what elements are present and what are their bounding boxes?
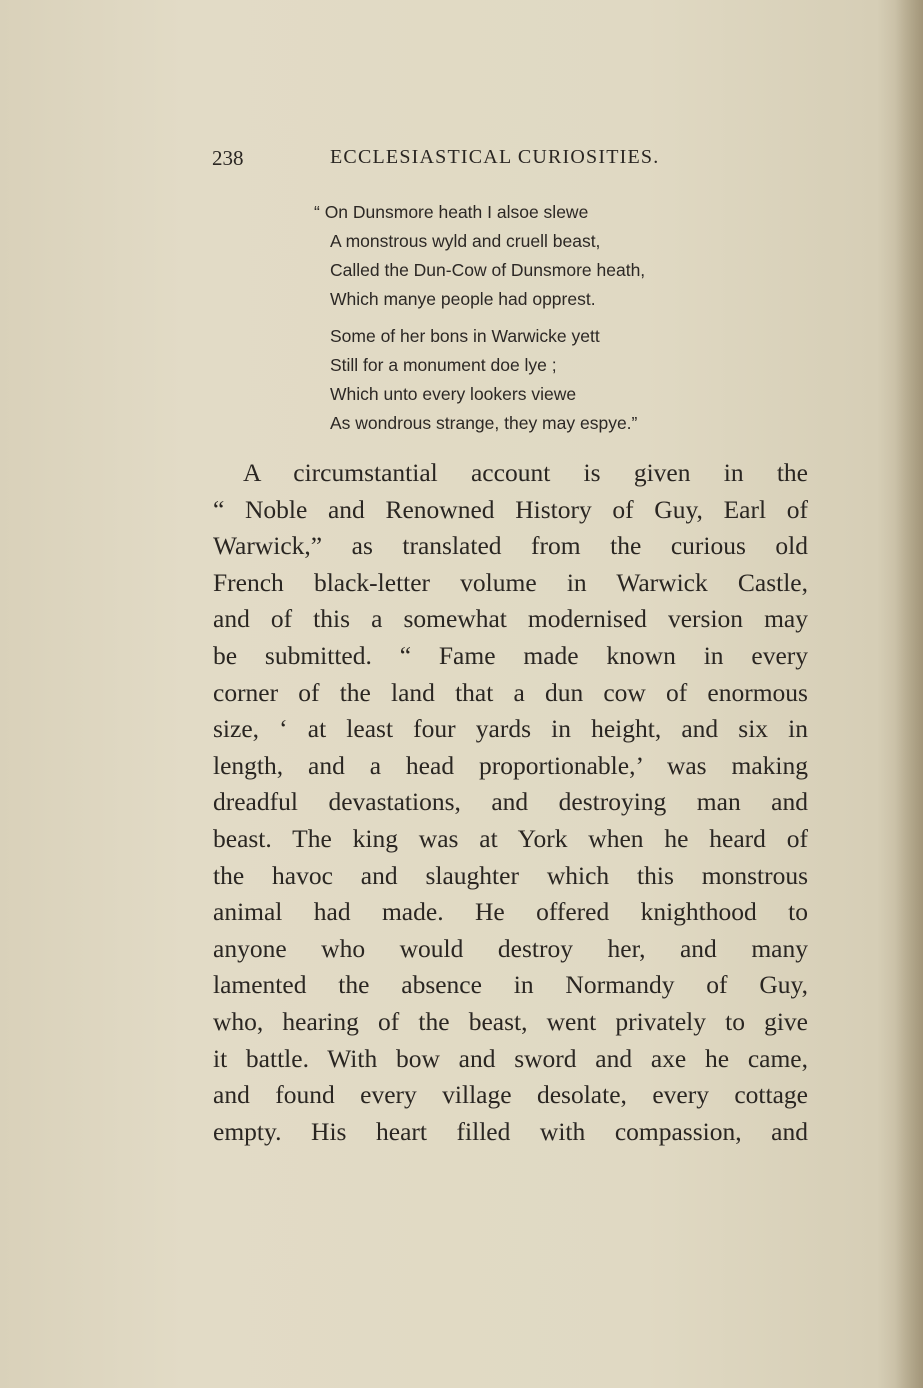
body-line: French black-letter volume in Warwick Castle, [213, 567, 808, 597]
body-line: and of this a somewhat modernised version may [213, 604, 808, 634]
poem-line: Which unto every lookers viewe [330, 384, 577, 404]
poem-line: Called the Dun-Cow of Dunsmore heath, [330, 260, 646, 280]
body-line: lamented the absence in Normandy of Guy, [213, 970, 808, 1000]
body-line: “ Noble and Renowned History of Guy, Earl of [213, 494, 808, 524]
body-line: it battle. With bow and sword and axe he came, [213, 1043, 808, 1073]
body-line: dreadful devastations, and destroying man and [213, 787, 808, 817]
body-line: animal had made. He offered knighthood to [213, 897, 808, 927]
body-paragraph [213, 455, 813, 1150]
body-line: size, ‘ at least four yards in height, and six in [213, 714, 808, 744]
poem-line: “ On Dunsmore heath I alsoe slewe [314, 202, 589, 222]
poem-line: Still for a monument doe lye ; [330, 355, 557, 375]
poem-line: Some of her bons in Warwicke yett [330, 326, 600, 346]
body-line: corner of the land that a dun cow of enormous [213, 677, 808, 707]
poem-line: As wondrous strange, they may espye.” [330, 413, 638, 433]
body-line: Warwick,” as translated from the curious old [213, 531, 808, 561]
poem-quotation [314, 198, 734, 438]
poem-line: A monstrous wyld and cruell beast, [330, 231, 601, 251]
poem-stanza-2 [314, 322, 734, 438]
body-line: beast. The king was at York when he heard of [213, 823, 808, 853]
body-line: length, and a head proportionable,’ was making [213, 750, 808, 780]
body-line: anyone who would destroy her, and many [213, 933, 808, 963]
body-line: the havoc and slaughter which this monstrous [213, 860, 808, 890]
page-edge-shadow [895, 0, 923, 1388]
page-number: 238 [212, 146, 244, 170]
body-line: A circumstantial account is given in the [243, 458, 808, 487]
body-line: who, hearing of the beast, went privately to give [213, 1006, 808, 1036]
body-line: empty. His heart filled with compassion, and [213, 1116, 808, 1146]
poem-line: Which manye people had opprest. [330, 289, 596, 309]
body-line: and found every village desolate, every cottage [213, 1080, 808, 1110]
poem-stanza-1 [314, 198, 734, 314]
body-line: be submitted. “ Fame made known in every [213, 640, 808, 670]
running-title: ECCLESIASTICAL CURIOSITIES. [330, 146, 660, 168]
